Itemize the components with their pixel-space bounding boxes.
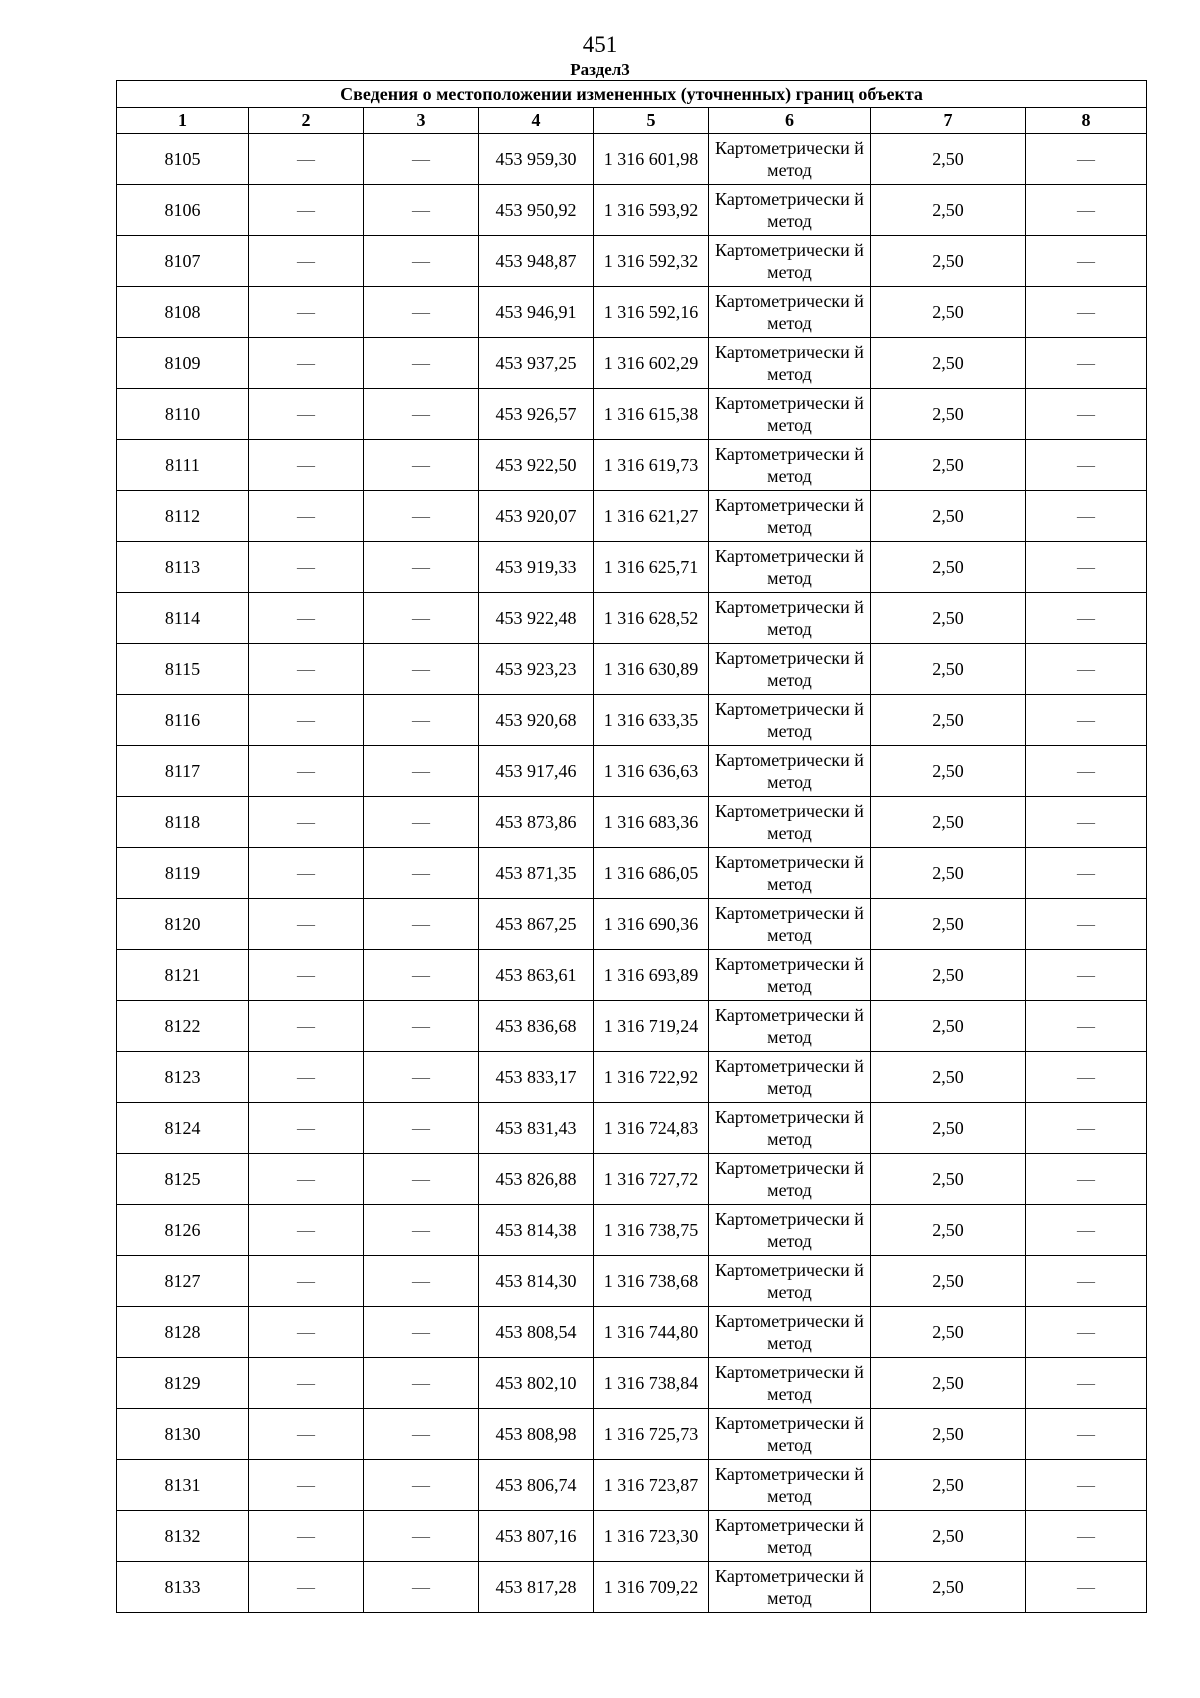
table-row: [117, 1511, 1147, 1562]
accuracy-cell: 2,50: [871, 695, 1026, 746]
table-row: [117, 848, 1147, 899]
method-cell: Картометрически й метод: [709, 491, 871, 542]
col3-cell: —: [364, 848, 479, 899]
point-number-cell: 8125: [117, 1154, 249, 1205]
col3-cell: —: [364, 236, 479, 287]
table-row: [117, 746, 1147, 797]
x-coordinate-cell: 453 937,25: [479, 338, 594, 389]
col8-cell: —: [1026, 134, 1147, 185]
col3-cell: —: [364, 338, 479, 389]
col2-cell: —: [249, 1256, 364, 1307]
col3-cell: —: [364, 1256, 479, 1307]
col2-cell: —: [249, 491, 364, 542]
x-coordinate-cell: 453 920,07: [479, 491, 594, 542]
table-row: [117, 134, 1147, 185]
method-cell: Картометрически й метод: [709, 440, 871, 491]
x-coordinate-cell: 453 926,57: [479, 389, 594, 440]
x-coordinate-cell: 453 920,68: [479, 695, 594, 746]
col3-cell: —: [364, 440, 479, 491]
column-number-row: [117, 108, 1147, 134]
col8-cell: —: [1026, 695, 1147, 746]
col3-cell: —: [364, 134, 479, 185]
accuracy-cell: 2,50: [871, 1358, 1026, 1409]
col2-cell: —: [249, 899, 364, 950]
y-coordinate-cell: 1 316 727,72: [594, 1154, 709, 1205]
x-coordinate-cell: 453 833,17: [479, 1052, 594, 1103]
table-row: [117, 1052, 1147, 1103]
col2-cell: —: [249, 389, 364, 440]
point-number-cell: 8129: [117, 1358, 249, 1409]
col3-cell: —: [364, 746, 479, 797]
table-row: [117, 1409, 1147, 1460]
accuracy-cell: 2,50: [871, 1562, 1026, 1613]
method-cell: Картометрически й метод: [709, 644, 871, 695]
accuracy-cell: 2,50: [871, 338, 1026, 389]
point-number-cell: 8132: [117, 1511, 249, 1562]
accuracy-cell: 2,50: [871, 593, 1026, 644]
method-cell: Картометрически й метод: [709, 899, 871, 950]
table-row: [117, 1562, 1147, 1613]
col8-cell: —: [1026, 1460, 1147, 1511]
y-coordinate-cell: 1 316 625,71: [594, 542, 709, 593]
method-cell: Картометрически й метод: [709, 1409, 871, 1460]
method-cell: Картометрически й метод: [709, 1205, 871, 1256]
col8-cell: —: [1026, 491, 1147, 542]
y-coordinate-cell: 1 316 722,92: [594, 1052, 709, 1103]
method-cell: Картометрически й метод: [709, 848, 871, 899]
accuracy-cell: 2,50: [871, 899, 1026, 950]
col3-cell: —: [364, 1460, 479, 1511]
accuracy-cell: 2,50: [871, 1511, 1026, 1562]
point-number-cell: 8117: [117, 746, 249, 797]
col8-cell: —: [1026, 1001, 1147, 1052]
table-row: [117, 440, 1147, 491]
column-number: 5: [594, 108, 709, 134]
x-coordinate-cell: 453 806,74: [479, 1460, 594, 1511]
col8-cell: —: [1026, 1154, 1147, 1205]
y-coordinate-cell: 1 316 602,29: [594, 338, 709, 389]
method-cell: Картометрически й метод: [709, 1256, 871, 1307]
accuracy-cell: 2,50: [871, 389, 1026, 440]
table-row: [117, 797, 1147, 848]
col3-cell: —: [364, 695, 479, 746]
col3-cell: —: [364, 1154, 479, 1205]
col3-cell: —: [364, 1052, 479, 1103]
col2-cell: —: [249, 1154, 364, 1205]
y-coordinate-cell: 1 316 738,68: [594, 1256, 709, 1307]
col2-cell: —: [249, 746, 364, 797]
y-coordinate-cell: 1 316 615,38: [594, 389, 709, 440]
method-cell: Картометрически й метод: [709, 542, 871, 593]
x-coordinate-cell: 453 817,28: [479, 1562, 594, 1613]
col8-cell: —: [1026, 542, 1147, 593]
column-number: 6: [709, 108, 871, 134]
col3-cell: —: [364, 491, 479, 542]
point-number-cell: 8113: [117, 542, 249, 593]
x-coordinate-cell: 453 808,54: [479, 1307, 594, 1358]
y-coordinate-cell: 1 316 724,83: [594, 1103, 709, 1154]
accuracy-cell: 2,50: [871, 644, 1026, 695]
accuracy-cell: 2,50: [871, 542, 1026, 593]
accuracy-cell: 2,50: [871, 1103, 1026, 1154]
col8-cell: —: [1026, 389, 1147, 440]
x-coordinate-cell: 453 863,61: [479, 950, 594, 1001]
y-coordinate-cell: 1 316 690,36: [594, 899, 709, 950]
x-coordinate-cell: 453 814,38: [479, 1205, 594, 1256]
x-coordinate-cell: 453 836,68: [479, 1001, 594, 1052]
x-coordinate-cell: 453 808,98: [479, 1409, 594, 1460]
table-row: [117, 899, 1147, 950]
col8-cell: —: [1026, 644, 1147, 695]
table-row: [117, 593, 1147, 644]
table-row: [117, 1460, 1147, 1511]
y-coordinate-cell: 1 316 723,30: [594, 1511, 709, 1562]
y-coordinate-cell: 1 316 619,73: [594, 440, 709, 491]
method-cell: Картометрически й метод: [709, 1001, 871, 1052]
y-coordinate-cell: 1 316 719,24: [594, 1001, 709, 1052]
table-row: [117, 695, 1147, 746]
col3-cell: —: [364, 1001, 479, 1052]
col3-cell: —: [364, 1409, 479, 1460]
point-number-cell: 8107: [117, 236, 249, 287]
method-cell: Картометрически й метод: [709, 593, 871, 644]
col3-cell: —: [364, 1511, 479, 1562]
col2-cell: —: [249, 950, 364, 1001]
method-cell: Картометрически й метод: [709, 1103, 871, 1154]
col2-cell: —: [249, 338, 364, 389]
x-coordinate-cell: 453 802,10: [479, 1358, 594, 1409]
col8-cell: —: [1026, 236, 1147, 287]
boundary-coordinates-table: [116, 80, 1147, 1613]
col3-cell: —: [364, 1358, 479, 1409]
method-cell: Картометрически й метод: [709, 185, 871, 236]
y-coordinate-cell: 1 316 636,63: [594, 746, 709, 797]
method-cell: Картометрически й метод: [709, 1307, 871, 1358]
col3-cell: —: [364, 797, 479, 848]
point-number-cell: 8120: [117, 899, 249, 950]
col2-cell: —: [249, 695, 364, 746]
col2-cell: —: [249, 1460, 364, 1511]
method-cell: Картометрически й метод: [709, 1511, 871, 1562]
col3-cell: —: [364, 389, 479, 440]
point-number-cell: 8128: [117, 1307, 249, 1358]
y-coordinate-cell: 1 316 725,73: [594, 1409, 709, 1460]
col3-cell: —: [364, 899, 479, 950]
col3-cell: —: [364, 287, 479, 338]
table-row: [117, 491, 1147, 542]
col2-cell: —: [249, 644, 364, 695]
x-coordinate-cell: 453 919,33: [479, 542, 594, 593]
point-number-cell: 8116: [117, 695, 249, 746]
y-coordinate-cell: 1 316 693,89: [594, 950, 709, 1001]
x-coordinate-cell: 453 917,46: [479, 746, 594, 797]
y-coordinate-cell: 1 316 723,87: [594, 1460, 709, 1511]
method-cell: Картометрически й метод: [709, 1562, 871, 1613]
col3-cell: —: [364, 542, 479, 593]
col3-cell: —: [364, 1103, 479, 1154]
table-row: [117, 389, 1147, 440]
point-number-cell: 8112: [117, 491, 249, 542]
col8-cell: —: [1026, 848, 1147, 899]
col8-cell: —: [1026, 593, 1147, 644]
accuracy-cell: 2,50: [871, 1409, 1026, 1460]
y-coordinate-cell: 1 316 738,84: [594, 1358, 709, 1409]
col8-cell: —: [1026, 1052, 1147, 1103]
column-number: 4: [479, 108, 594, 134]
x-coordinate-cell: 453 959,30: [479, 134, 594, 185]
x-coordinate-cell: 453 946,91: [479, 287, 594, 338]
table-body: [117, 134, 1147, 1613]
col2-cell: —: [249, 1358, 364, 1409]
section-title: Раздел3: [570, 60, 630, 79]
accuracy-cell: 2,50: [871, 1307, 1026, 1358]
point-number-cell: 8131: [117, 1460, 249, 1511]
accuracy-cell: 2,50: [871, 287, 1026, 338]
x-coordinate-cell: 453 950,92: [479, 185, 594, 236]
table-row: [117, 338, 1147, 389]
method-cell: Картометрически й метод: [709, 236, 871, 287]
col8-cell: —: [1026, 746, 1147, 797]
col2-cell: —: [249, 1001, 364, 1052]
table-row: [117, 1307, 1147, 1358]
accuracy-cell: 2,50: [871, 1052, 1026, 1103]
col3-cell: —: [364, 1307, 479, 1358]
point-number-cell: 8109: [117, 338, 249, 389]
point-number-cell: 8122: [117, 1001, 249, 1052]
method-cell: Картометрически й метод: [709, 950, 871, 1001]
accuracy-cell: 2,50: [871, 236, 1026, 287]
y-coordinate-cell: 1 316 592,16: [594, 287, 709, 338]
y-coordinate-cell: 1 316 709,22: [594, 1562, 709, 1613]
method-cell: Картометрически й метод: [709, 134, 871, 185]
col2-cell: —: [249, 185, 364, 236]
page-number: 451: [582, 32, 618, 57]
y-coordinate-cell: 1 316 738,75: [594, 1205, 709, 1256]
col8-cell: —: [1026, 1307, 1147, 1358]
y-coordinate-cell: 1 316 621,27: [594, 491, 709, 542]
x-coordinate-cell: 453 873,86: [479, 797, 594, 848]
method-cell: Картометрически й метод: [709, 1460, 871, 1511]
table-row: [117, 1103, 1147, 1154]
point-number-cell: 8121: [117, 950, 249, 1001]
method-cell: Картометрически й метод: [709, 338, 871, 389]
col8-cell: —: [1026, 1256, 1147, 1307]
col3-cell: —: [364, 644, 479, 695]
col8-cell: —: [1026, 797, 1147, 848]
y-coordinate-cell: 1 316 630,89: [594, 644, 709, 695]
col8-cell: —: [1026, 1103, 1147, 1154]
col3-cell: —: [364, 1562, 479, 1613]
table-row: [117, 1358, 1147, 1409]
accuracy-cell: 2,50: [871, 950, 1026, 1001]
col2-cell: —: [249, 1205, 364, 1256]
accuracy-cell: 2,50: [871, 440, 1026, 491]
x-coordinate-cell: 453 923,23: [479, 644, 594, 695]
y-coordinate-cell: 1 316 628,52: [594, 593, 709, 644]
table-row: [117, 1154, 1147, 1205]
method-cell: Картометрически й метод: [709, 389, 871, 440]
column-number: 3: [364, 108, 479, 134]
point-number-cell: 8123: [117, 1052, 249, 1103]
accuracy-cell: 2,50: [871, 746, 1026, 797]
method-cell: Картометрически й метод: [709, 1154, 871, 1205]
method-cell: Картометрически й метод: [709, 746, 871, 797]
column-number: 8: [1026, 108, 1147, 134]
col8-cell: —: [1026, 1205, 1147, 1256]
accuracy-cell: 2,50: [871, 1001, 1026, 1052]
y-coordinate-cell: 1 316 592,32: [594, 236, 709, 287]
col2-cell: —: [249, 1562, 364, 1613]
y-coordinate-cell: 1 316 601,98: [594, 134, 709, 185]
col2-cell: —: [249, 1103, 364, 1154]
col8-cell: —: [1026, 185, 1147, 236]
x-coordinate-cell: 453 867,25: [479, 899, 594, 950]
col8-cell: —: [1026, 1358, 1147, 1409]
x-coordinate-cell: 453 831,43: [479, 1103, 594, 1154]
col2-cell: —: [249, 1307, 364, 1358]
method-cell: Картометрически й метод: [709, 287, 871, 338]
table-row: [117, 1256, 1147, 1307]
accuracy-cell: 2,50: [871, 134, 1026, 185]
col8-cell: —: [1026, 287, 1147, 338]
x-coordinate-cell: 453 807,16: [479, 1511, 594, 1562]
col8-cell: —: [1026, 899, 1147, 950]
col2-cell: —: [249, 848, 364, 899]
method-cell: Картометрически й метод: [709, 1052, 871, 1103]
x-coordinate-cell: 453 922,50: [479, 440, 594, 491]
col2-cell: —: [249, 134, 364, 185]
col2-cell: —: [249, 797, 364, 848]
y-coordinate-cell: 1 316 744,80: [594, 1307, 709, 1358]
table-row: [117, 236, 1147, 287]
accuracy-cell: 2,50: [871, 848, 1026, 899]
col8-cell: —: [1026, 950, 1147, 1001]
point-number-cell: 8115: [117, 644, 249, 695]
accuracy-cell: 2,50: [871, 797, 1026, 848]
col3-cell: —: [364, 593, 479, 644]
point-number-cell: 8110: [117, 389, 249, 440]
accuracy-cell: 2,50: [871, 1154, 1026, 1205]
table-row: [117, 1001, 1147, 1052]
accuracy-cell: 2,50: [871, 185, 1026, 236]
col2-cell: —: [249, 1409, 364, 1460]
table-row: [117, 542, 1147, 593]
accuracy-cell: 2,50: [871, 491, 1026, 542]
x-coordinate-cell: 453 826,88: [479, 1154, 594, 1205]
x-coordinate-cell: 453 871,35: [479, 848, 594, 899]
col2-cell: —: [249, 542, 364, 593]
y-coordinate-cell: 1 316 686,05: [594, 848, 709, 899]
col8-cell: —: [1026, 1562, 1147, 1613]
table-caption: Сведения о местоположении измененных (уточненных) границ объекта: [117, 81, 1147, 108]
x-coordinate-cell: 453 922,48: [479, 593, 594, 644]
col8-cell: —: [1026, 1409, 1147, 1460]
column-number: 2: [249, 108, 364, 134]
y-coordinate-cell: 1 316 593,92: [594, 185, 709, 236]
point-number-cell: 8133: [117, 1562, 249, 1613]
col8-cell: —: [1026, 1511, 1147, 1562]
x-coordinate-cell: 453 814,30: [479, 1256, 594, 1307]
column-number: 1: [117, 108, 249, 134]
point-number-cell: 8114: [117, 593, 249, 644]
col3-cell: —: [364, 185, 479, 236]
col8-cell: —: [1026, 440, 1147, 491]
column-number: 7: [871, 108, 1026, 134]
accuracy-cell: 2,50: [871, 1205, 1026, 1256]
col2-cell: —: [249, 1511, 364, 1562]
method-cell: Картометрически й метод: [709, 1358, 871, 1409]
method-cell: Картометрически й метод: [709, 797, 871, 848]
x-coordinate-cell: 453 948,87: [479, 236, 594, 287]
table-row: [117, 185, 1147, 236]
table-row: [117, 644, 1147, 695]
point-number-cell: 8126: [117, 1205, 249, 1256]
table-row: [117, 287, 1147, 338]
point-number-cell: 8130: [117, 1409, 249, 1460]
point-number-cell: 8119: [117, 848, 249, 899]
col2-cell: —: [249, 287, 364, 338]
col2-cell: —: [249, 1052, 364, 1103]
point-number-cell: 8105: [117, 134, 249, 185]
col2-cell: —: [249, 593, 364, 644]
point-number-cell: 8111: [117, 440, 249, 491]
accuracy-cell: 2,50: [871, 1256, 1026, 1307]
col2-cell: —: [249, 440, 364, 491]
point-number-cell: 8106: [117, 185, 249, 236]
col8-cell: —: [1026, 338, 1147, 389]
method-cell: Картометрически й метод: [709, 695, 871, 746]
accuracy-cell: 2,50: [871, 1460, 1026, 1511]
point-number-cell: 8124: [117, 1103, 249, 1154]
point-number-cell: 8108: [117, 287, 249, 338]
table-row: [117, 950, 1147, 1001]
y-coordinate-cell: 1 316 683,36: [594, 797, 709, 848]
y-coordinate-cell: 1 316 633,35: [594, 695, 709, 746]
point-number-cell: 8127: [117, 1256, 249, 1307]
col3-cell: —: [364, 950, 479, 1001]
point-number-cell: 8118: [117, 797, 249, 848]
col3-cell: —: [364, 1205, 479, 1256]
col2-cell: —: [249, 236, 364, 287]
table-row: [117, 1205, 1147, 1256]
